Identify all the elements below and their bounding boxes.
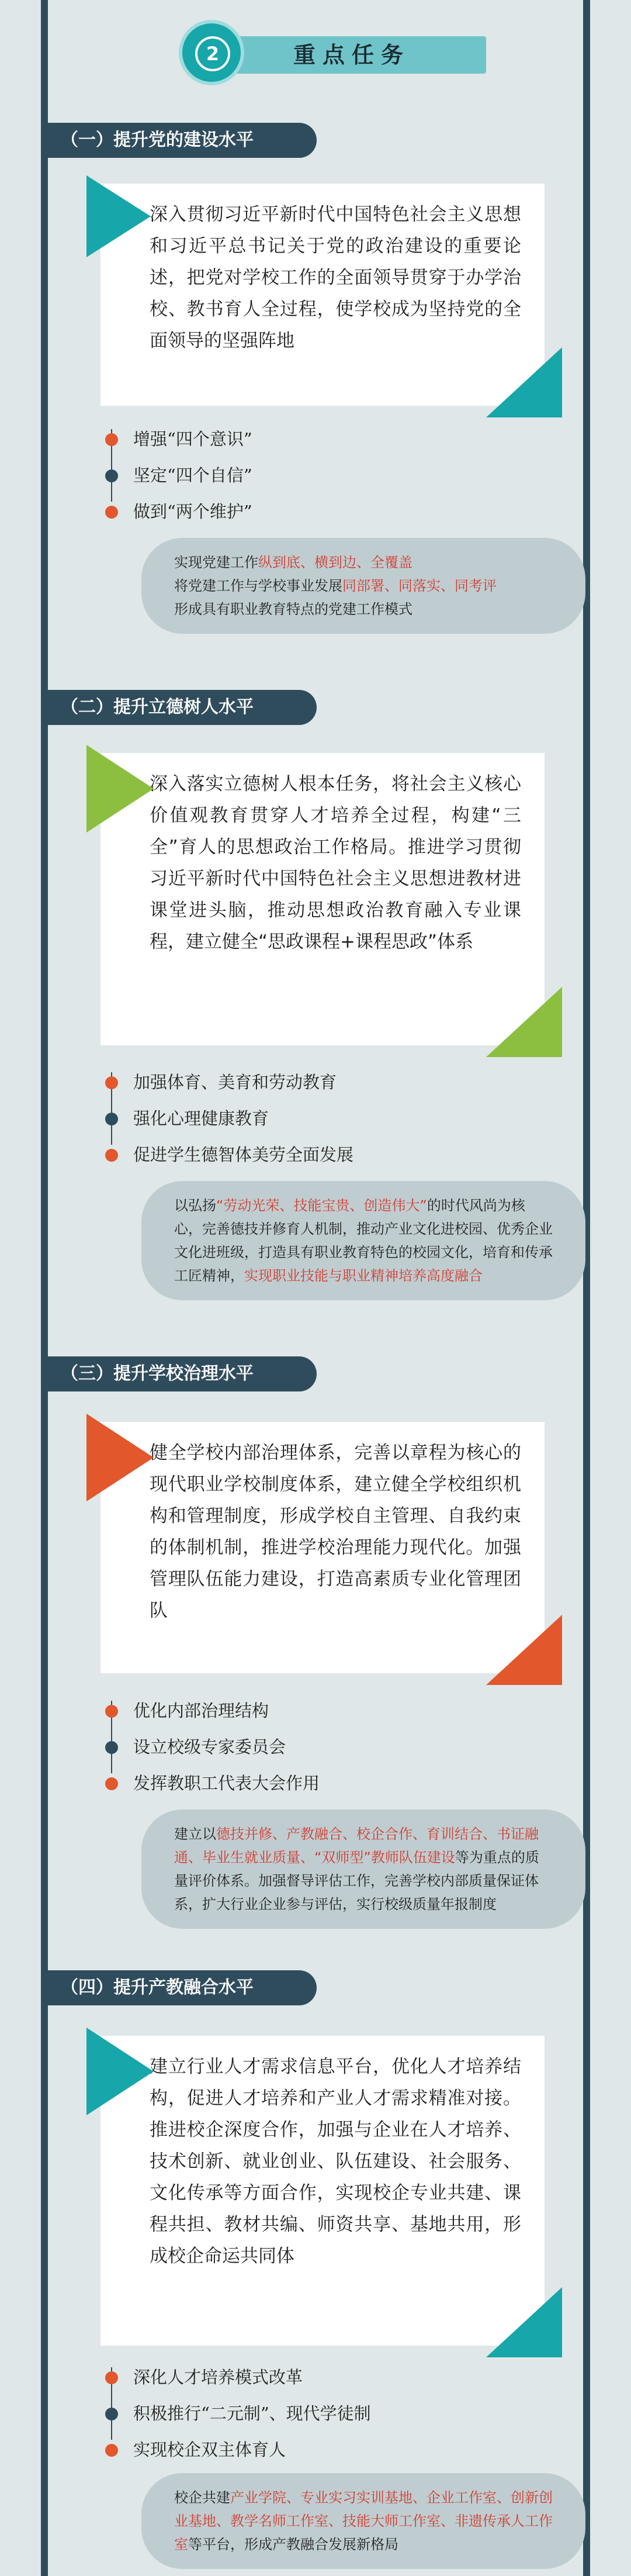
bullet-dot-icon bbox=[105, 1741, 118, 1754]
right-rail bbox=[583, 0, 590, 2576]
section-card-text: 深入落实立德树人根本任务，将社会主义核心价值观教育贯穿人才培养全过程，构建“三全”育人的思想政治工作格局。推进学习贯彻习近平新时代中国特色社会主义思想进教材进课堂进头脑，推动思想政治教育融入专业课程，建立健全“思政课程+课程思政”体系 bbox=[150, 774, 521, 952]
triangle-decoration-icon bbox=[486, 347, 562, 417]
pill-text: 实现党建工作纵到底、横到边、全覆盖 bbox=[174, 554, 412, 571]
list-item: 发挥教职工代表大会作用 bbox=[108, 1765, 516, 1801]
section-moral-education bbox=[48, 690, 583, 1304]
section-title: （四）提升产教融合水平 bbox=[48, 1970, 317, 2005]
content-area bbox=[48, 0, 583, 2576]
list-item: 促进学生德智体美劳全面发展 bbox=[108, 1137, 516, 1173]
section-title: （三）提升学校治理水平 bbox=[48, 1356, 317, 1391]
section-party-building bbox=[48, 123, 583, 631]
section-card-text: 建立行业人才需求信息平台，优化人才培养结构，促进人才培养和产业人才需求精准对接。推进校企深度合作，加强与企业在人才培养、技术创新、就业创业、队伍建设、社会服务、文化传承等方面合作，实现校企专业共建、课程共担、教材共编、师资共享、基地共用，形成校企命运共同体 bbox=[150, 2056, 521, 2267]
bullet-dot-icon bbox=[105, 2444, 118, 2457]
triangle-decoration-icon bbox=[86, 2028, 154, 2115]
list-item: 增强“四个意识” bbox=[108, 421, 516, 457]
section-header bbox=[182, 23, 498, 80]
pill-text: 建立以德技并修、产教融合、校企合作、育训结合、书证融通、毕业生就业质量、“双师型”教师队伍建设等为重点的质量评价体系。加强督导评估工作，完善学校内部质量保证体系，扩大行业企业参与评估，实行校级质量年报制度 bbox=[174, 1826, 539, 1912]
section-title: （一）提升党的建设水平 bbox=[48, 123, 317, 158]
section-industry-education bbox=[48, 1970, 583, 2572]
list-item: 设立校级专家委员会 bbox=[108, 1729, 516, 1765]
bullet-list bbox=[108, 421, 516, 530]
pill-text: 形成具有职业教育特点的党建工作模式 bbox=[174, 601, 412, 617]
list-item: 强化心理健康教育 bbox=[108, 1100, 516, 1137]
list-item: 加强体育、美育和劳动教育 bbox=[108, 1064, 516, 1100]
bullet-dot-icon bbox=[105, 1113, 118, 1125]
bullet-dot-icon bbox=[105, 1705, 118, 1718]
triangle-decoration-icon bbox=[86, 745, 154, 833]
number-badge bbox=[182, 23, 241, 82]
list-item: 坚定“四个自信” bbox=[108, 457, 516, 493]
list-item: 积极推行“二元制”、现代学徒制 bbox=[108, 2395, 516, 2432]
summary-pill bbox=[141, 1181, 585, 1300]
pill-text: 以弘扬“劳动光荣、技能宝贵、创造伟大”的时代风尚为核心，完善德技并修育人机制，推动产业文化进校园、优秀企业文化进班级，打造具有职业教育特色的校园文化，培育和传承工匠精神，实现职业技能与职业精神培养高度融合 bbox=[174, 1197, 553, 1284]
bullet-dot-icon bbox=[105, 1076, 118, 1089]
section-card bbox=[100, 184, 545, 406]
pill-text: 校企共建产业学院、专业实习实训基地、企业工作室、创新创业基地、教学名师工作室、技能大师工作室、非遗传承人工作室等平台，形成产教融合发展新格局 bbox=[174, 2489, 553, 2553]
list-item: 实现校企双主体育人 bbox=[108, 2432, 516, 2468]
header-bar bbox=[217, 36, 486, 74]
section-school-governance bbox=[48, 1356, 583, 1924]
summary-pill bbox=[141, 1810, 585, 1929]
bullet-dot-icon bbox=[105, 1777, 118, 1790]
bullet-list bbox=[108, 1693, 516, 1801]
bullet-dot-icon bbox=[105, 433, 118, 446]
section-title: （二）提升立德树人水平 bbox=[48, 690, 317, 725]
list-item: 做到“两个维护” bbox=[108, 493, 516, 530]
triangle-decoration-icon bbox=[486, 1615, 562, 1685]
section-card-text: 深入贯彻习近平新时代中国特色社会主义思想和习近平总书记关于党的政治建设的重要论述，把党对学校工作的全面领导贯穿于办学治校、教书育人全过程，使学校成为坚持党的全面领导的坚强阵地 bbox=[150, 204, 521, 351]
triangle-decoration-icon bbox=[86, 1414, 154, 1501]
bullet-list bbox=[108, 2359, 516, 2468]
bullet-dot-icon bbox=[105, 2371, 118, 2384]
summary-pill bbox=[141, 538, 585, 634]
section-card bbox=[100, 2036, 545, 2346]
bullet-dot-icon bbox=[105, 1149, 118, 1162]
left-rail bbox=[41, 0, 48, 2576]
section-card bbox=[100, 753, 545, 1045]
list-item: 深化人才培养模式改革 bbox=[108, 2359, 516, 2395]
section-card bbox=[100, 1422, 545, 1673]
summary-pill bbox=[141, 2473, 585, 2569]
bullet-dot-icon bbox=[105, 469, 118, 482]
pill-text: 将党建工作与学校事业发展同部署、同落实、同考评 bbox=[174, 578, 497, 594]
page-title: 重点任务 bbox=[293, 42, 410, 68]
bullet-dot-icon bbox=[105, 506, 118, 519]
triangle-decoration-icon bbox=[486, 2287, 562, 2357]
number-badge-label: 2 bbox=[195, 36, 230, 71]
section-card-text: 健全学校内部治理体系，完善以章程为核心的现代职业学校制度体系，建立健全学校组织机构和管理制度，形成学校自主管理、自我约束的体制机制，推进学校治理能力现代化。加强管理队伍能力建设，打造高素质专业化管理团队 bbox=[150, 1442, 521, 1621]
triangle-decoration-icon bbox=[86, 175, 151, 257]
bullet-list bbox=[108, 1064, 516, 1173]
triangle-decoration-icon bbox=[486, 987, 562, 1057]
list-item: 优化内部治理结构 bbox=[108, 1693, 516, 1729]
bullet-dot-icon bbox=[105, 2408, 118, 2420]
